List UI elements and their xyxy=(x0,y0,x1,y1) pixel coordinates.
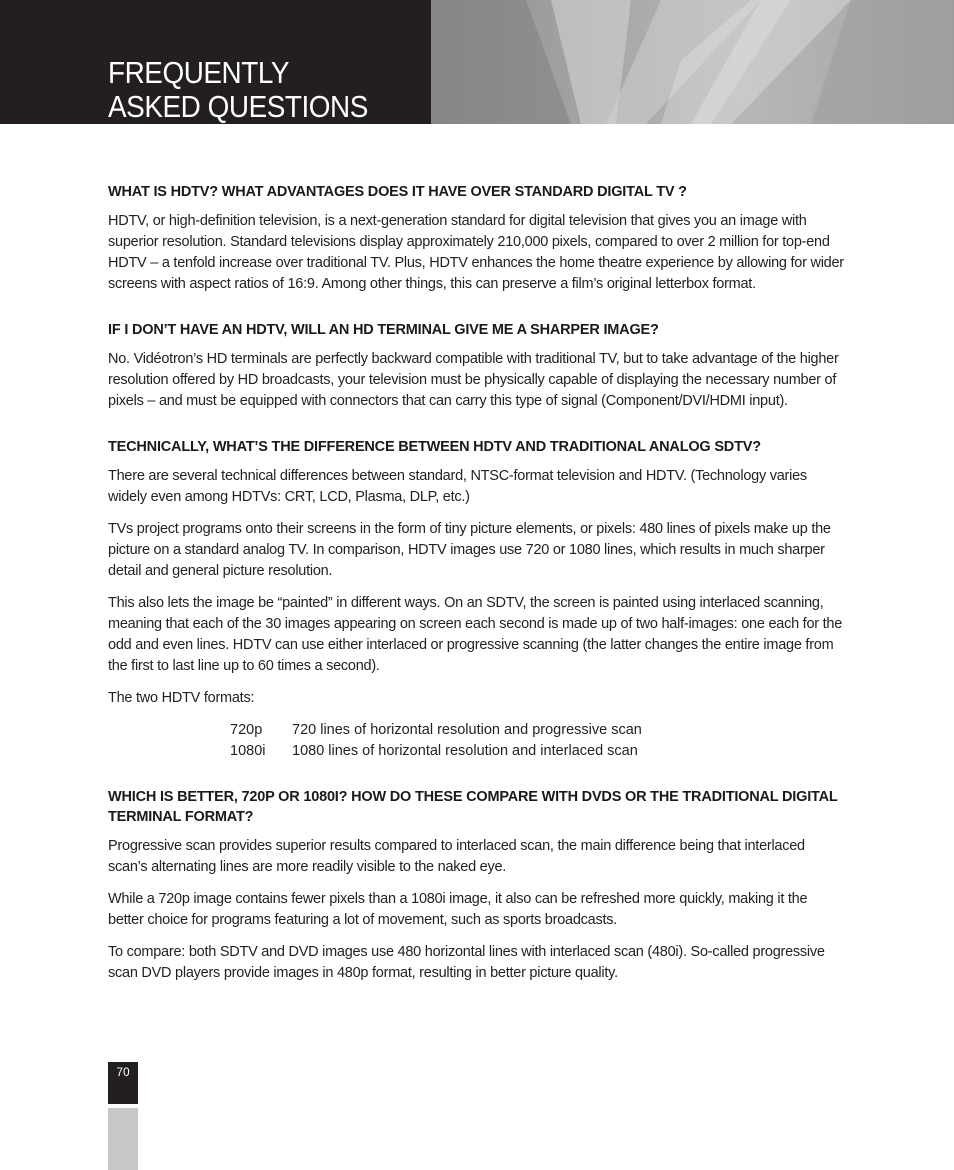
format-description: 1080 lines of horizontal resolution and interlaced scan xyxy=(292,743,638,759)
faq-question: TECHNICALLY, WHAT’S THE DIFFERENCE BETWEEN HDTV AND TRADITIONAL ANALOG SDTV? xyxy=(108,439,761,455)
faq-answer-paragraph: Progressive scan provides superior results compared to interlaced scan, the main difference being that interlaced scan’s alternating lines are more readily visible to the naked eye. xyxy=(108,838,805,875)
faq-section xyxy=(108,787,846,984)
header-decorative-image xyxy=(431,0,954,124)
page-title xyxy=(108,56,368,124)
hdtv-formats-list xyxy=(230,720,846,762)
faq-question: WHICH IS BETTER, 720P OR 1080I? HOW DO THESE COMPARE WITH DVDS OR THE TRADITIONAL DIGITAL TERMINAL FORMAT? xyxy=(108,789,838,825)
faq-answer-paragraph: While a 720p image contains fewer pixels than a 1080i image, it also can be refreshed more quickly, making it the better choice for programs featuring a lot of movement, such as sports broadcasts. xyxy=(108,891,808,928)
faq-section xyxy=(108,437,846,762)
format-code: 1080i xyxy=(230,743,266,759)
format-description: 720 lines of horizontal resolution and progressive scan xyxy=(292,722,642,738)
page-number: 70 xyxy=(108,1062,138,1104)
faq-answer-paragraph: HDTV, or high-definition television, is a next-generation standard for digital television that gives you an image with superior resolution. Standard televisions display approximately 210,000 pixels, compared to over 2 million for top-end HDTV – a tenfold increase over traditional TV. Plus, HDTV enhances the home theatre experience by allowing for wider screens with aspect ratios of 16:9. Among other things, this can preserve a film’s original letterbox format. xyxy=(108,213,844,292)
faq-answer-paragraph: This also lets the image be “painted” in different ways. On an SDTV, the screen is painted using interlaced scanning, meaning that each of the 30 images appearing on screen each second is made up of two half-images: one each for the odd and even lines. HDTV can use either interlaced or progressive scanning (the latter changes the entire image from the first to last line up to 60 times a second). xyxy=(108,595,843,674)
page-title-line-2: ASKED QUESTIONS xyxy=(108,89,368,124)
faq-question: IF I DON’T HAVE AN HDTV, WILL AN HD TERMINAL GIVE ME A SHARPER IMAGE? xyxy=(108,322,659,338)
footer-decorative-bar xyxy=(108,1108,138,1170)
faq-answer-paragraph: There are several technical differences between standard, NTSC-format television and HDTV. (Technology varies widely even among HDTVs: CRT, LCD, Plasma, DLP, etc.) xyxy=(108,468,807,505)
decorative-shapes xyxy=(431,0,954,124)
faq-section xyxy=(108,182,846,295)
faq-answer-paragraph: To compare: both SDTV and DVD images use 480 horizontal lines with interlaced scan (480i). So-called progressive scan DVD players provide images in 480p format, resulting in better picture quality. xyxy=(108,944,825,981)
page-title-line-1: FREQUENTLY xyxy=(108,55,290,90)
faq-answer-paragraph: No. Vidéotron’s HD terminals are perfectly backward compatible with traditional TV, but to take advantage of the higher resolution offered by HD broadcasts, your television must be physically capable of displaying the necessary number of pixels – and must be equipped with connectors that can carry this type of signal (Component/DVI/HDMI input). xyxy=(108,351,839,409)
faq-section xyxy=(108,320,846,412)
format-row xyxy=(230,720,846,741)
faq-content xyxy=(108,182,846,1009)
faq-question: WHAT IS HDTV? WHAT ADVANTAGES DOES IT HAVE OVER STANDARD DIGITAL TV ? xyxy=(108,184,687,200)
faq-answer-paragraph: TVs project programs onto their screens in the form of tiny picture elements, or pixels: 480 lines of pixels make up the picture on a standard analog TV. In comparison, HDTV images use 720 or 1080 lines, which results in much sharper detail and general picture resolution. xyxy=(108,521,831,579)
faq-answer-paragraph: The two HDTV formats: xyxy=(108,690,255,706)
format-row xyxy=(230,741,846,762)
format-code: 720p xyxy=(230,722,263,738)
